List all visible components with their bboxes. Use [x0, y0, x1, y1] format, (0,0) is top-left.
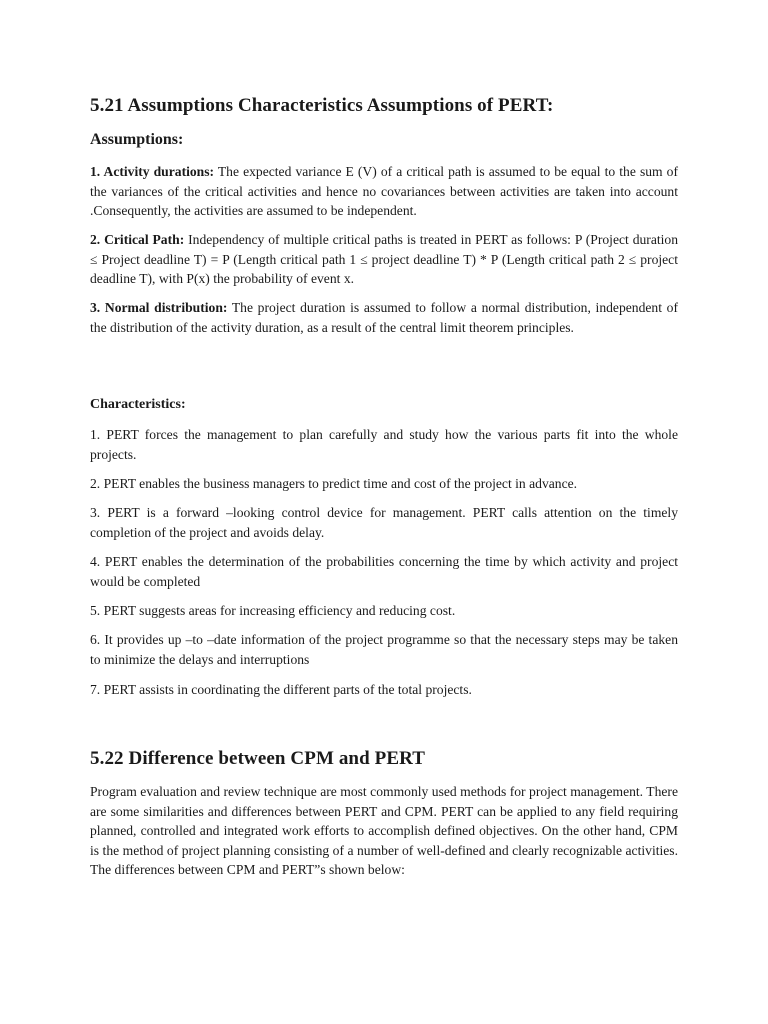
- assumption-2-text: Independency of multiple critical paths is treated in PERT as follows: P (Project duration ≤ Project deadline T) = P (Length critical path 1 ≤ project deadline T) * P (Length critical path 2 ≤ project deadline T), with P(x) the probability of event x.: [90, 232, 678, 286]
- characteristic-4: 4. PERT enables the determination of the probabilities concerning the time by which activity and project would be completed: [90, 554, 678, 589]
- section-5-22-body: Program evaluation and review technique are most commonly used methods for project management. There are some similarities and differences between PERT and CPM. PERT can be applied to any field requiring planned, controlled and integrated work efforts to accomplish defined objectives. On the other hand, CPM is the method of project planning consisting of a number of well-defined and clearly recognizable activities. The differences between CPM and PERT”s shown below:: [90, 784, 678, 877]
- section-5-21-title: 5.21 Assumptions Characteristics Assumptions of PERT:: [90, 95, 554, 116]
- assumption-3-text: The project duration is assumed to follow a normal distribution, independent of the distribution of the activity duration, as a result of the central limit theorem principles.: [90, 300, 678, 335]
- characteristic-7: 7. PERT assists in coordinating the different parts of the total projects.: [90, 682, 472, 697]
- characteristic-2: 2. PERT enables the business managers to predict time and cost of the project in advance.: [90, 476, 578, 491]
- assumption-3: [90, 298, 678, 337]
- assumption-1: [90, 162, 678, 221]
- assumption-2-label: 2. Critical Path:: [90, 232, 185, 247]
- assumption-1-label: 1. Activity durations:: [90, 164, 215, 179]
- assumption-2: [90, 230, 678, 289]
- section-5-22-title: 5.22 Difference between CPM and PERT: [90, 748, 426, 769]
- characteristic-1: 1. PERT forces the management to plan carefully and study how the various parts fit into the whole projects.: [90, 427, 678, 462]
- assumption-3-label: 3. Normal distribution:: [90, 300, 228, 315]
- characteristic-5: 5. PERT suggests areas for increasing efficiency and reducing cost.: [90, 603, 456, 618]
- characteristic-3: 3. PERT is a forward –looking control device for management. PERT calls attention on the timely completion of the project and avoids delay.: [90, 505, 678, 540]
- assumptions-heading: Assumptions:: [90, 131, 184, 148]
- characteristics-heading: Characteristics:: [90, 397, 186, 412]
- characteristic-6: 6. It provides up –to –date information of the project programme so that the necessary steps may be taken to minimize the delays and interruptions: [90, 632, 678, 667]
- assumption-1-text: The expected variance E (V) of a critical path is assumed to be equal to the sum of the variances of the critical activities and hence no covariances between activities are taken into account .Consequently, the activities are assumed to be independent.: [90, 164, 678, 218]
